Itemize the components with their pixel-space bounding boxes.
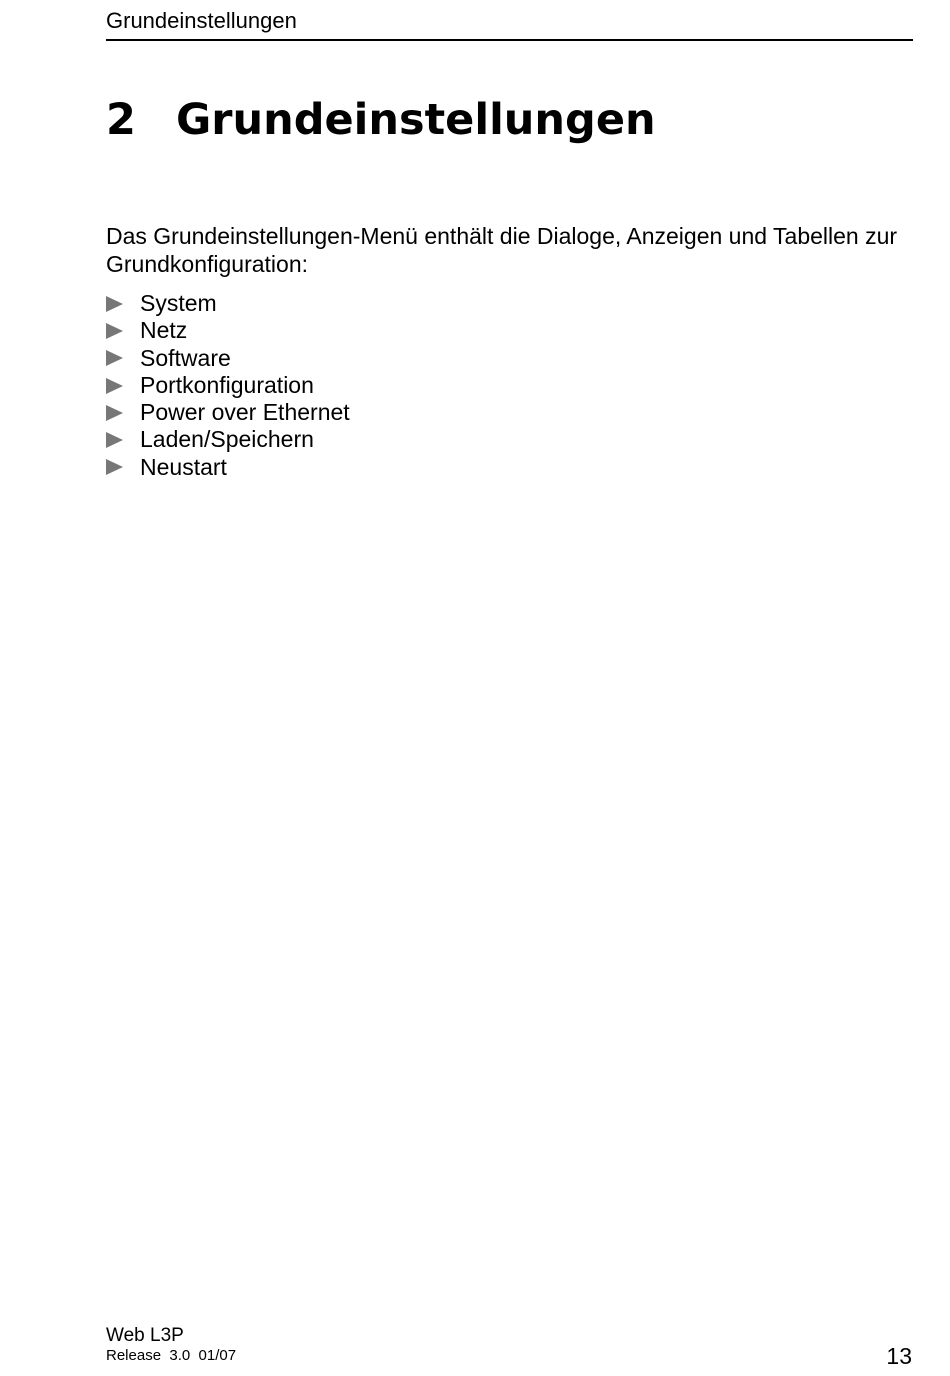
- list-item: [106, 317, 350, 344]
- list-item: [106, 345, 350, 372]
- triangle-bullet-icon: [106, 350, 123, 366]
- list-item: [106, 426, 350, 453]
- list-item-label: Software: [140, 344, 231, 371]
- page-number: 13: [886, 1343, 912, 1369]
- list-item: [106, 290, 350, 317]
- triangle-bullet-icon: [106, 432, 123, 448]
- intro-paragraph: Das Grundeinstellungen-Menü enthält die Dialoge, Anzeigen und Tabellen zur Grundkonfiguration:: [106, 223, 898, 277]
- list-item-label: Portkonfiguration: [140, 371, 314, 398]
- list-item-label: System: [140, 290, 217, 316]
- list-item-label: Netz: [140, 317, 188, 344]
- list-item: [106, 372, 350, 399]
- list-item-label: Neustart: [140, 453, 227, 480]
- footer-release: Release 3.0 01/07: [106, 1347, 237, 1364]
- chapter-title: Grundeinstellungen: [176, 95, 656, 145]
- menu-list: [106, 290, 350, 481]
- list-item: [106, 454, 350, 481]
- list-item-label: Laden/Speichern: [140, 426, 314, 453]
- triangle-bullet-icon: [106, 459, 123, 475]
- chapter-heading: [106, 92, 656, 148]
- triangle-bullet-icon: [106, 378, 123, 394]
- running-header: Grundeinstellungen: [106, 8, 297, 33]
- header-rule: [106, 39, 913, 41]
- list-item: [106, 399, 350, 426]
- list-item-label: Power over Ethernet: [140, 399, 350, 426]
- triangle-bullet-icon: [106, 296, 123, 312]
- triangle-bullet-icon: [106, 405, 123, 421]
- triangle-bullet-icon: [106, 323, 123, 339]
- chapter-number: 2: [106, 95, 136, 145]
- footer-product: Web L3P: [106, 1325, 184, 1346]
